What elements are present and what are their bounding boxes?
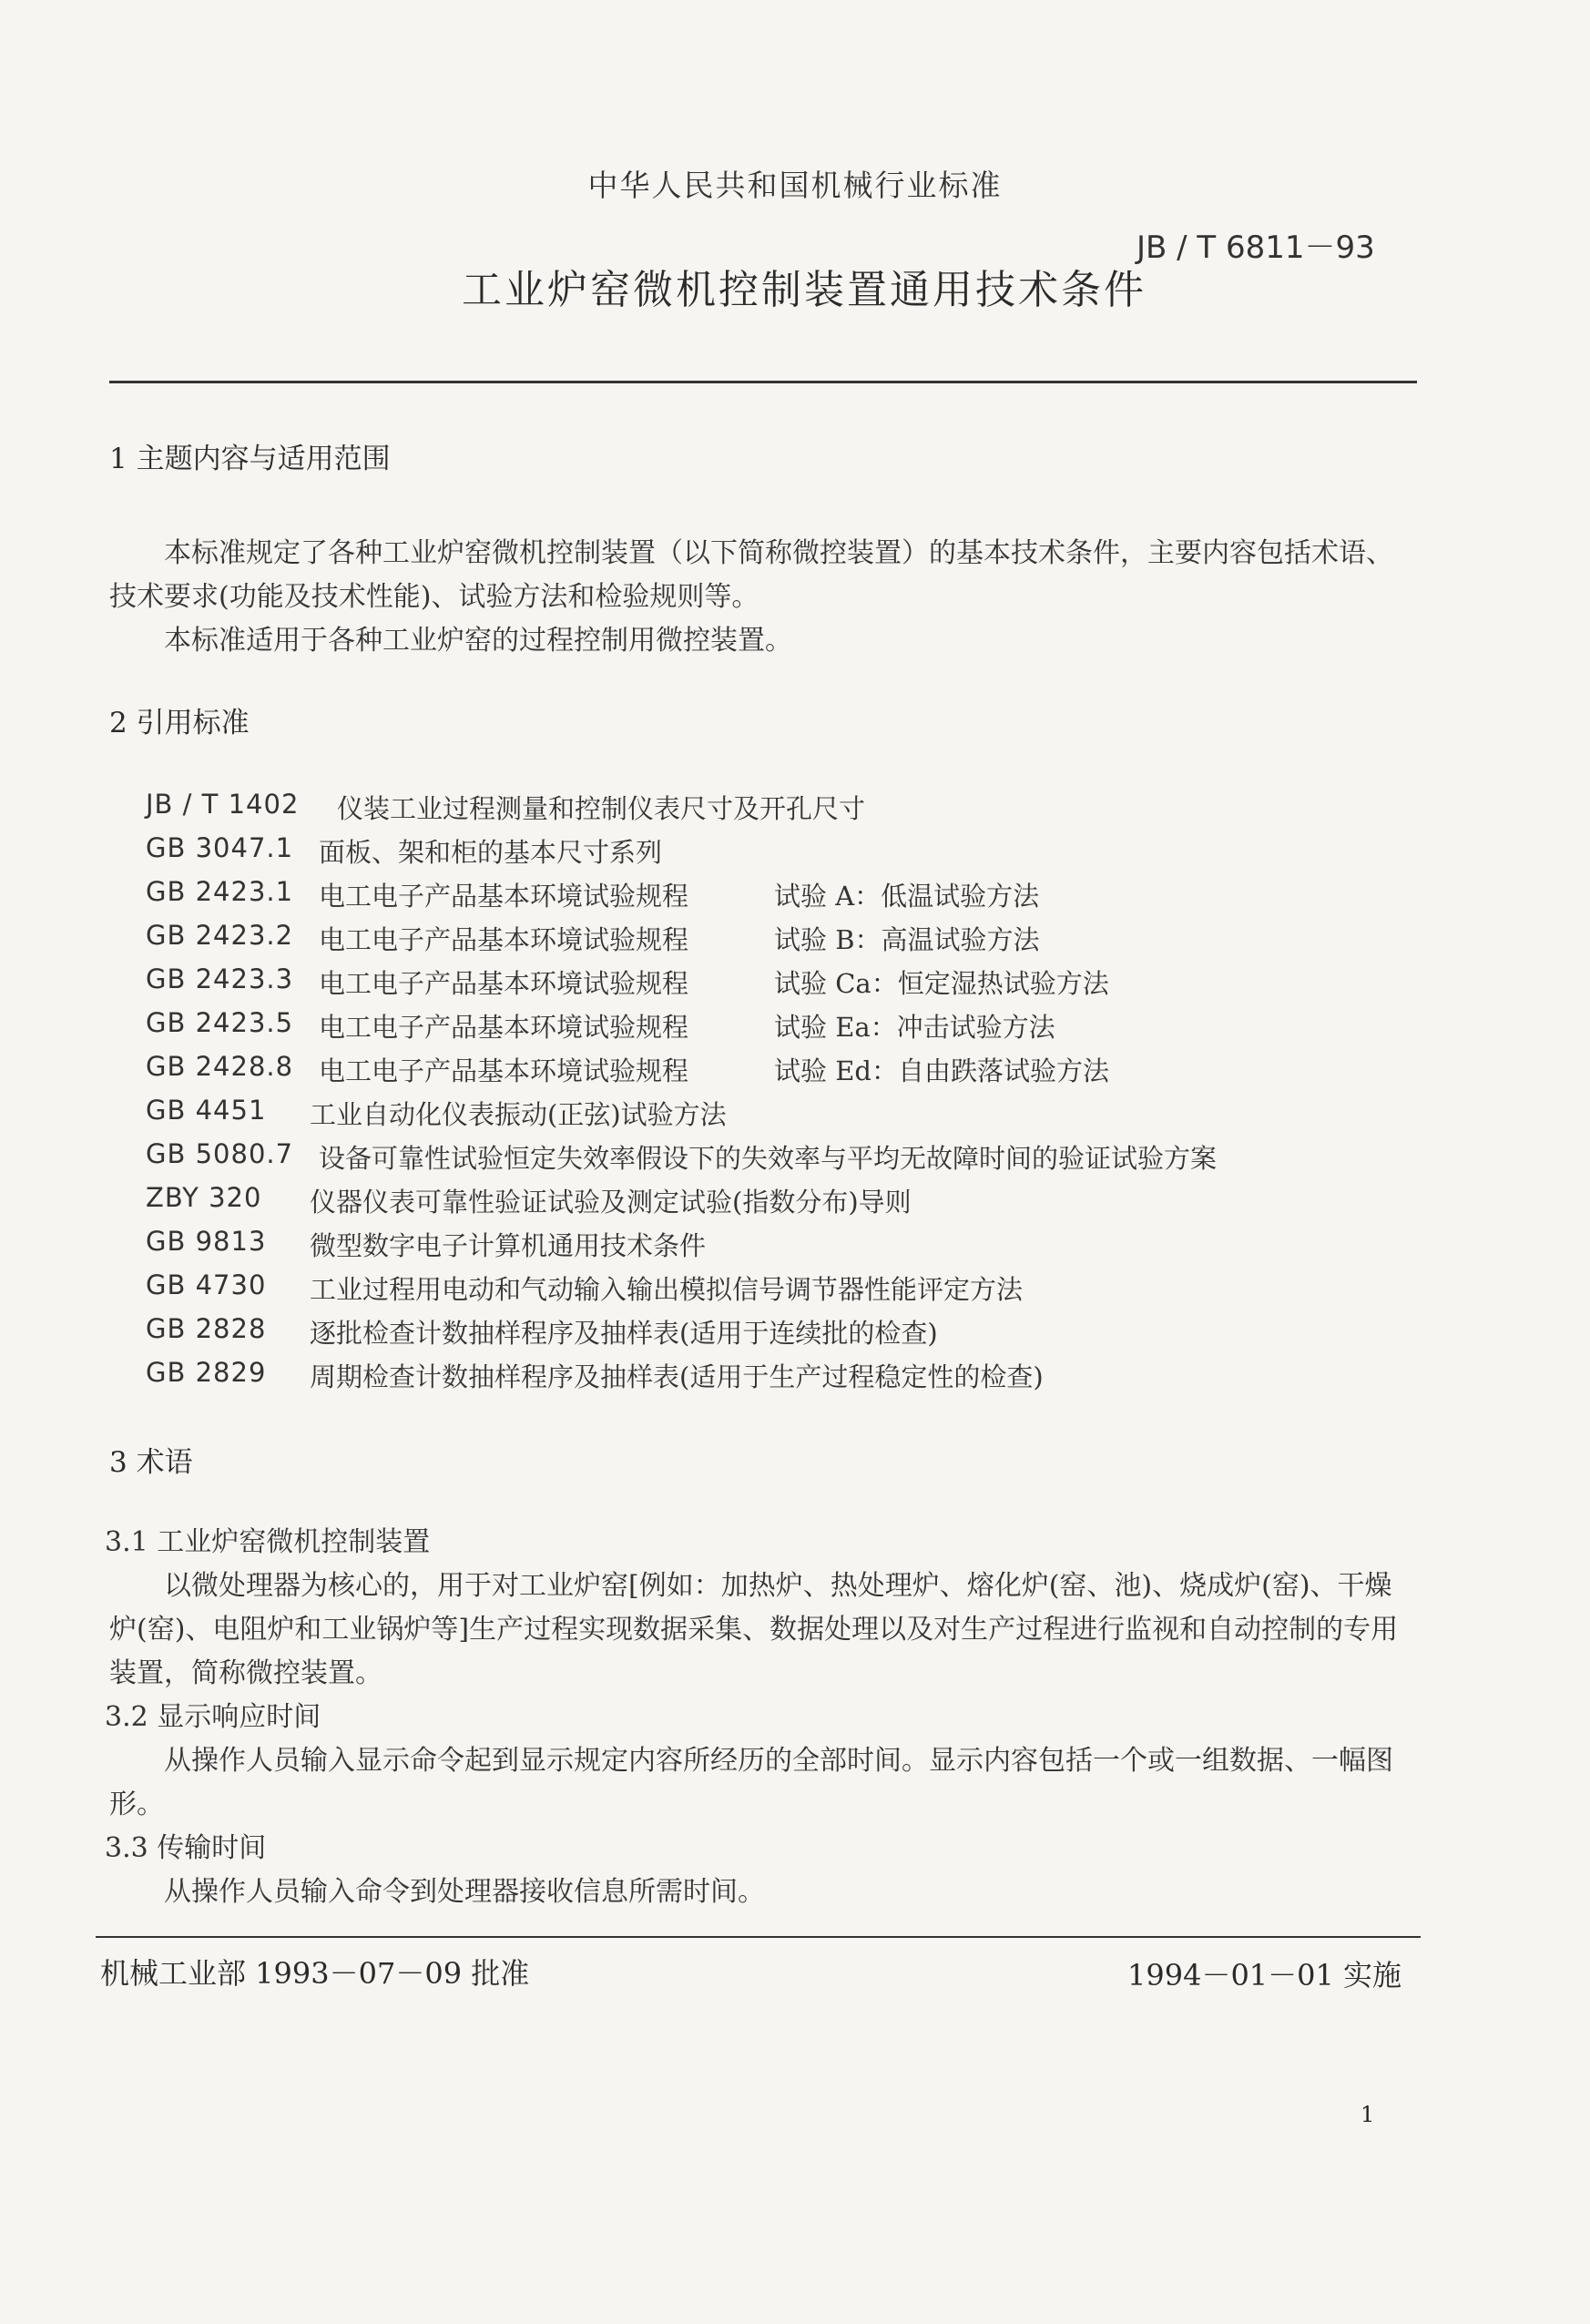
reference-code: GB 2428.8 bbox=[146, 1051, 294, 1082]
term-3-2-heading: 3.2 显示响应时间 bbox=[105, 1701, 321, 1733]
reference-subtitle: 试验 Ea：冲击试验方法 bbox=[774, 1012, 1055, 1043]
reference-code: GB 2423.2 bbox=[146, 920, 294, 951]
reference-code: JB / T 1402 bbox=[146, 789, 300, 820]
section-1-paragraph-1: 本标准规定了各种工业炉窑微机控制装置（以下简称微控装置）的基本技术条件，主要内容包括术语、技术要求(功能及技术性能)、试验方法和检验规则等。 bbox=[109, 537, 1393, 613]
reference-subtitle: 试验 Ca：恒定湿热试验方法 bbox=[774, 968, 1109, 999]
term-3-2-definition: 从操作人员输入显示命令起到显示规定内容所经历的全部时间。显示内容包括一个或一组数据、一幅图形。 bbox=[109, 1745, 1393, 1820]
reference-title: 设备可靠性试验恒定失效率假设下的失效率与平均无故障时间的验证试验方案 bbox=[319, 1143, 1218, 1174]
reference-title: 工业自动化仪表振动(正弦)试验方法 bbox=[310, 1099, 727, 1130]
section-2-heading: 2 引用标准 bbox=[109, 707, 250, 739]
reference-code: GB 3047.1 bbox=[146, 832, 294, 863]
implementation-line: 1994－01－01 实施 bbox=[1127, 1958, 1402, 1993]
reference-subtitle: 试验 A：低温试验方法 bbox=[774, 881, 1040, 912]
reference-title: 电工电子产品基本环境试验规程 bbox=[319, 1012, 689, 1043]
reference-title: 电工电子产品基本环境试验规程 bbox=[319, 968, 689, 999]
reference-title: 微型数字电子计算机通用技术条件 bbox=[310, 1230, 707, 1261]
reference-subtitle: 试验 Ed：自由跌落试验方法 bbox=[774, 1055, 1109, 1086]
term-3-1-heading: 3.1 工业炉窑微机控制装置 bbox=[105, 1526, 431, 1558]
page-number: 1 bbox=[1361, 2102, 1375, 2127]
reference-code: GB 5080.7 bbox=[146, 1138, 294, 1169]
reference-title: 仪器仪表可靠性验证试验及测定试验(指数分布)导则 bbox=[310, 1187, 912, 1218]
reference-title: 电工电子产品基本环境试验规程 bbox=[319, 1055, 689, 1086]
reference-code: GB 2423.1 bbox=[146, 876, 294, 907]
reference-code: ZBY 320 bbox=[146, 1182, 262, 1213]
section-1-heading: 1 主题内容与适用范围 bbox=[109, 443, 391, 475]
reference-code: GB 2423.3 bbox=[146, 963, 294, 994]
header-rule bbox=[109, 381, 1417, 383]
reference-title: 电工电子产品基本环境试验规程 bbox=[319, 881, 689, 912]
reference-code: GB 4730 bbox=[146, 1269, 267, 1300]
reference-title: 逐批检查计数抽样程序及抽样表(适用于连续批的检查) bbox=[310, 1318, 938, 1349]
issuing-organization: 中华人民共和国机械行业标准 bbox=[587, 168, 1003, 203]
reference-title: 工业过程用电动和气动输入输出模拟信号调节器性能评定方法 bbox=[310, 1274, 1024, 1305]
document-title: 工业炉窑微机控制装置通用技术条件 bbox=[462, 267, 1147, 313]
reference-title: 周期检查计数抽样程序及抽样表(适用于生产过程稳定性的检查) bbox=[310, 1361, 1044, 1392]
term-3-3-definition: 从操作人员输入命令到处理器接收信息所需时间。 bbox=[164, 1876, 765, 1908]
reference-code: GB 2829 bbox=[146, 1357, 267, 1388]
reference-code: GB 4451 bbox=[146, 1095, 267, 1126]
reference-code: GB 2828 bbox=[146, 1313, 267, 1344]
reference-title: 电工电子产品基本环境试验规程 bbox=[319, 924, 689, 955]
reference-title: 仪装工业过程测量和控制仪表尺寸及开孔尺寸 bbox=[337, 793, 866, 824]
term-3-3-heading: 3.3 传输时间 bbox=[105, 1832, 267, 1864]
standard-code: JB / T 6811－93 bbox=[1136, 229, 1375, 266]
approval-line: 机械工业部 1993－07－09 批准 bbox=[100, 1956, 530, 1991]
reference-code: GB 9813 bbox=[146, 1226, 267, 1257]
section-3-heading: 3 术语 bbox=[109, 1446, 193, 1479]
reference-title: 面板、架和柜的基本尺寸系列 bbox=[319, 837, 663, 868]
term-3-1-definition: 以微处理器为核心的，用于对工业炉窑[例如：加热炉、热处理炉、熔化炉(窑、池)、烧成炉(窑)、干燥炉(窑)、电阻炉和工业锅炉等]生产过程实现数据采集、数据处理以及对生产过程进行监视和自动控制的专用装置，简称微控装置。 bbox=[109, 1570, 1399, 1689]
reference-code: GB 2423.5 bbox=[146, 1007, 294, 1038]
reference-subtitle: 试验 B：高温试验方法 bbox=[774, 924, 1040, 955]
section-1-paragraph-2: 本标准适用于各种工业炉窑的过程控制用微控装置。 bbox=[164, 625, 792, 657]
footer-rule-main bbox=[96, 1936, 1421, 1938]
